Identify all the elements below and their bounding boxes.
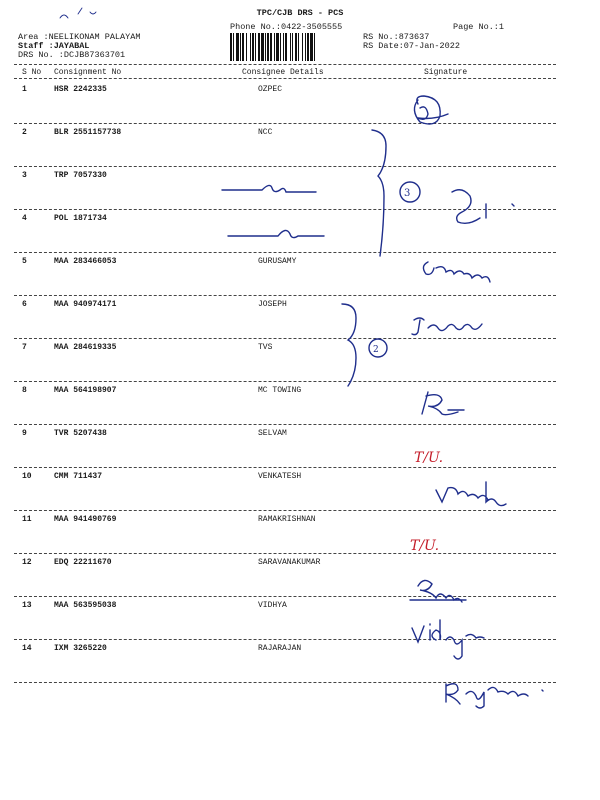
bracket-rows-2-4: [372, 130, 386, 256]
row-divider: [14, 467, 556, 468]
row-serial-number: 14: [22, 644, 32, 653]
signature-row9: T/U.: [414, 450, 444, 466]
signature-row1: [414, 96, 448, 124]
signature-row3: [222, 185, 316, 192]
bracket-mark-2: 2: [373, 345, 379, 355]
row-divider: [14, 682, 556, 683]
row-serial-number: 10: [22, 472, 32, 481]
signature-row4: [228, 230, 324, 237]
consignment-number: MAA 564198907: [54, 386, 117, 395]
consignee-name: GURUSAMY: [258, 257, 297, 266]
row-serial-number: 5: [22, 257, 27, 266]
signature-row6: [412, 318, 482, 335]
signature-row5: [423, 262, 490, 282]
row-serial-number: 4: [22, 214, 27, 223]
consignee-name: OZPEC: [258, 85, 283, 94]
consignee-name: NCC: [258, 128, 273, 137]
row-serial-number: 1: [22, 85, 27, 94]
signature-rows-3-4: [452, 190, 514, 224]
consignment-number: MAA 283466053: [54, 257, 117, 266]
consignee-name: RAMAKRISHNAN: [258, 515, 316, 524]
page-number: Page No.:1: [453, 22, 505, 32]
divider: [14, 78, 556, 79]
signature-row11: T/U.: [410, 538, 440, 554]
row-divider: [14, 252, 556, 253]
row-divider: [14, 596, 556, 597]
consignment-number: TVR 5207438: [54, 429, 107, 438]
consignee-name: TVS: [258, 343, 273, 352]
consignment-number: MAA 563595038: [54, 601, 117, 610]
consignment-number: CMM 711437: [54, 472, 103, 481]
consignment-number: POL 1871734: [54, 214, 107, 223]
area-label: Area :NEELIKONAM PALAYAM: [18, 32, 141, 42]
column-header-signature: Signature: [424, 68, 468, 77]
row-serial-number: 3: [22, 171, 27, 180]
consignment-number: BLR 2551157738: [54, 128, 122, 137]
row-divider: [14, 338, 556, 339]
consignment-number: EDQ 22211670: [54, 558, 112, 567]
rs-date: RS Date:07-Jan-2022: [363, 41, 460, 51]
row-serial-number: 8: [22, 386, 27, 395]
row-serial-number: 13: [22, 601, 32, 610]
signature-row8: [422, 392, 464, 415]
column-header-consignee: Consignee Details: [242, 68, 324, 77]
signature-row14: [446, 684, 543, 708]
consignment-number: HSR 2242335: [54, 85, 107, 94]
barcode: [230, 33, 352, 61]
row-divider: [14, 209, 556, 210]
consignment-number: TRP 7057330: [54, 171, 107, 180]
consignee-name: SELVAM: [258, 429, 287, 438]
consignee-name: RAJARAJAN: [258, 644, 302, 653]
consignee-name: VENKATESH: [258, 472, 302, 481]
row-divider: [14, 166, 556, 167]
row-serial-number: 9: [22, 429, 27, 438]
bracket-mark-circle: [400, 182, 420, 202]
consignment-number: MAA 284619335: [54, 343, 117, 352]
consignee-name: SARAVANAKUMAR: [258, 558, 321, 567]
row-divider: [14, 510, 556, 511]
row-serial-number: 7: [22, 343, 27, 352]
staff-label: Staff :JAYABAL: [18, 41, 90, 51]
consignee-name: JOSEPH: [258, 300, 287, 309]
row-serial-number: 11: [22, 515, 32, 524]
consignment-number: MAA 941490769: [54, 515, 117, 524]
row-serial-number: 2: [22, 128, 27, 137]
column-header-consignment: Consignment No: [54, 68, 122, 77]
column-header-sno: S No: [22, 68, 42, 77]
row-divider: [14, 639, 556, 640]
bracket-mark-circle: [369, 339, 387, 357]
divider: [14, 64, 556, 65]
document-title: TPC/CJB DRS - PCS: [256, 8, 344, 18]
row-serial-number: 12: [22, 558, 32, 567]
signature-row12: [410, 580, 466, 602]
rs-number: RS No.:873637: [363, 32, 430, 42]
row-serial-number: 6: [22, 300, 27, 309]
consignment-number: MAA 940974171: [54, 300, 117, 309]
row-divider: [14, 123, 556, 124]
phone-number: Phone No.:0422-3505555: [230, 22, 343, 32]
row-divider: [14, 381, 556, 382]
signature-row10: [436, 482, 506, 506]
row-divider: [14, 295, 556, 296]
consignment-number: IXM 3265220: [54, 644, 107, 653]
consignee-name: MC TOWING: [258, 386, 302, 395]
bracket-rows-6-7: [342, 304, 356, 386]
row-divider: [14, 424, 556, 425]
row-divider: [14, 553, 556, 554]
drs-number: DRS No. :DCJB87363701: [18, 50, 126, 60]
consignee-name: VIDHYA: [258, 601, 287, 610]
bracket-mark-1: 3: [404, 188, 411, 199]
